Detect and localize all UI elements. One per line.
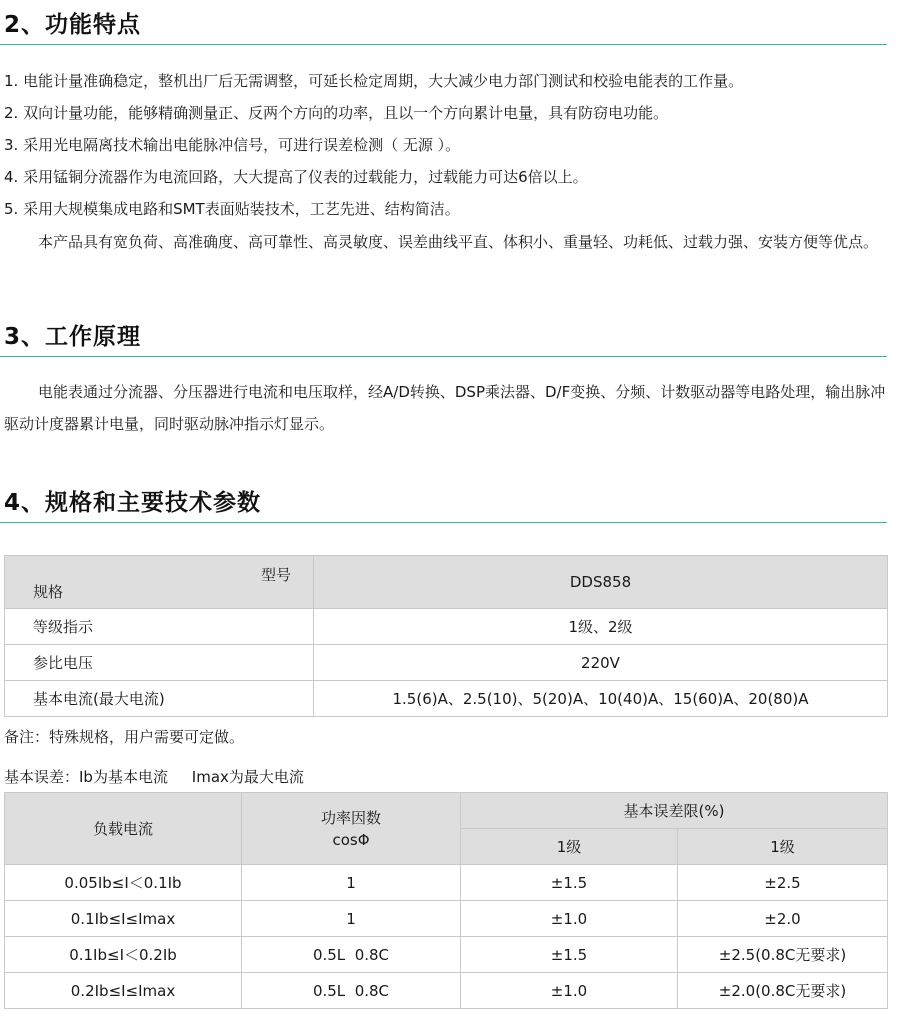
header-class1: 1级	[461, 829, 678, 865]
feature-item: 3. 采用光电隔离技术输出电能脉冲信号，可进行误差检测（ 无源 ）。	[4, 136, 461, 154]
table-row	[5, 973, 888, 1009]
section-title-features: 2、功能特点	[4, 12, 142, 38]
spec-label: 基本电流(最大电流)	[5, 681, 314, 717]
load-cell: 0.1Ib≤I＜0.2Ib	[5, 937, 242, 973]
spec-table	[4, 555, 888, 717]
class2-cell: ±2.0	[678, 901, 888, 937]
load-cell: 0.2Ib≤I≤Imax	[5, 973, 242, 1009]
table-row	[5, 645, 888, 681]
load-cell: 0.05Ib≤I＜0.1Ib	[5, 865, 242, 901]
pf-cell: 0.5L 0.8C	[242, 937, 461, 973]
spec-note: 备注：特殊规格，用户需要可定做。	[4, 728, 245, 746]
header-class2: 1级	[678, 829, 888, 865]
class1-cell: ±1.5	[461, 937, 678, 973]
section-divider	[0, 44, 887, 45]
section-title-principle: 3、工作原理	[4, 324, 142, 350]
section-divider	[0, 356, 887, 357]
spec-value: 220V	[314, 645, 888, 681]
class1-cell: ±1.0	[461, 901, 678, 937]
table-row	[5, 681, 888, 717]
header-model-label: 型号	[260, 566, 291, 584]
model-cell: DDS858	[314, 556, 888, 609]
load-cell: 0.1Ib≤I≤Imax	[5, 901, 242, 937]
section-title-specs: 4、规格和主要技术参数	[4, 490, 262, 516]
feature-item: 5. 采用大规模集成电路和SMT表面贴装技术，工艺先进、结构简洁。	[4, 200, 460, 218]
spec-label: 等级指示	[5, 609, 314, 645]
error-table	[4, 792, 888, 1009]
header-limit: 基本误差限(%)	[461, 793, 888, 829]
class2-cell: ±2.5(0.8C无要求)	[678, 937, 888, 973]
spec-value: 1级、2级	[314, 609, 888, 645]
feature-summary: 本产品具有宽负荷、高准确度、高可靠性、高灵敏度、误差曲线平直、体积小、重量轻、功耗低、过载力强、安装方便等优点。	[38, 233, 879, 251]
spec-label: 参比电压	[5, 645, 314, 681]
table-row	[5, 901, 888, 937]
table-row	[5, 609, 888, 645]
class2-cell: ±2.0(0.8C无要求)	[678, 973, 888, 1009]
spec-value: 1.5(6)A、2.5(10)、5(20)A、10(40)A、15(60)A、20(80)A	[314, 681, 888, 717]
feature-item: 4. 采用锰铜分流器作为电流回路，大大提高了仪表的过载能力，过载能力可达6倍以上。	[4, 168, 588, 186]
header-load: 负载电流	[5, 793, 242, 865]
header-pf	[242, 793, 461, 865]
pf-cell: 0.5L 0.8C	[242, 973, 461, 1009]
error-caption: 基本误差：Ib为基本电流 Imax为最大电流	[4, 768, 304, 786]
header-pf-sub: cosΦ	[332, 830, 370, 849]
table-row	[5, 937, 888, 973]
table-row	[5, 865, 888, 901]
section-divider	[0, 522, 887, 523]
feature-item: 1. 电能计量准确稳定，整机出厂后无需调整，可延长检定周期，大大减少电力部门测试和校验电能表的工作量。	[4, 72, 744, 90]
spec-header-corner	[5, 556, 314, 609]
class2-cell: ±2.5	[678, 865, 888, 901]
header-spec-label: 规格	[33, 583, 64, 601]
pf-cell: 1	[242, 865, 461, 901]
class1-cell: ±1.5	[461, 865, 678, 901]
principle-text: 电能表通过分流器、分压器进行电流和电压取样，经A/D转换、DSP乘法器、D/F变换、分频、计数驱动器等电路处理，输出脉冲驱动计度器累计电量，同时驱动脉冲指示灯显示。	[4, 383, 886, 433]
error-header-row	[5, 793, 888, 829]
class1-cell: ±1.0	[461, 973, 678, 1009]
feature-item: 2. 双向计量功能，能够精确测量正、反两个方向的功率，且以一个方向累计电量，具有防窃电功能。	[4, 104, 669, 122]
header-pf-label: 功率因数	[320, 808, 381, 827]
spec-header-row	[5, 556, 888, 609]
pf-cell: 1	[242, 901, 461, 937]
